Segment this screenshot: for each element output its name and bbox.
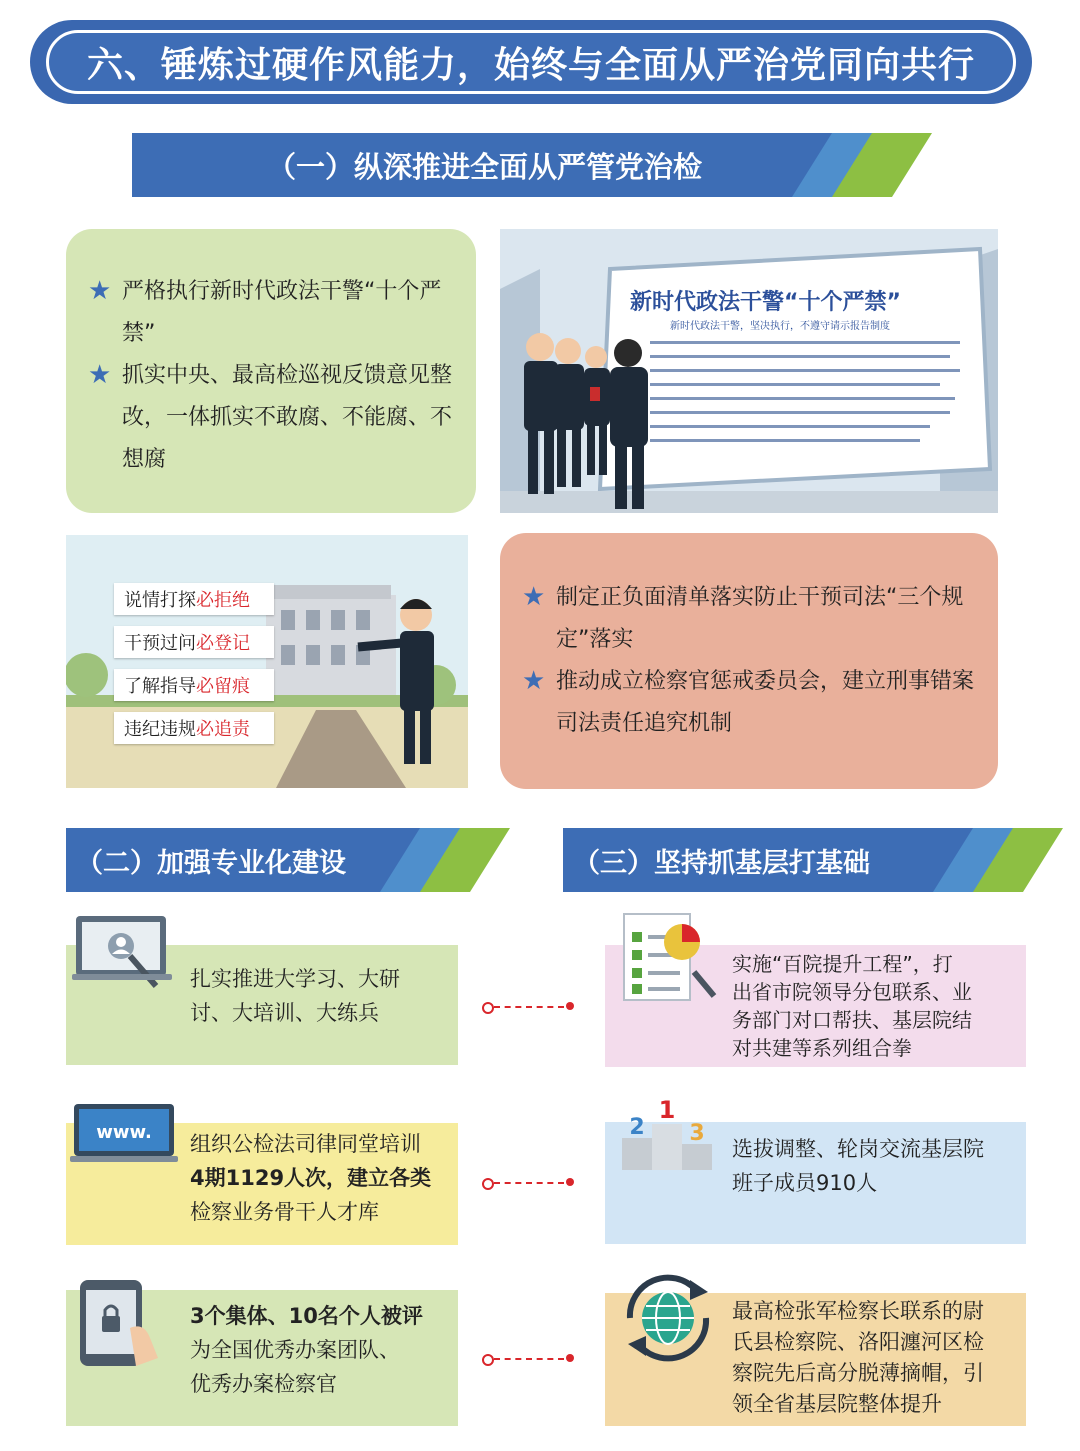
poverty-exit-text: 最高检张军检察长联系的尉 氏县检察院、洛阳瀍河区检 察院先后高分脱薄摘帽，引 领全省基层院整体提升 — [732, 1299, 984, 1416]
board-title: 新时代政法干警“十个严禁” — [630, 290, 901, 315]
globe-cycle-icon — [618, 1272, 718, 1364]
hundred-courts-text: 实施“百院提升工程”，打 出省市院领导分包联系、业 务部门对口帮扶、基层院结 对共建等系列组合拳 — [732, 952, 972, 1060]
bullet-item: ★ 抓实中央、最高检巡视反馈意见整改，一体抓实不敢腐、不能腐、不想腐 — [88, 355, 458, 481]
checklist-chart-icon — [620, 912, 720, 1004]
section1-heading: （一）纵深推进全面从严管党治检 — [267, 149, 703, 184]
board-illustration — [500, 229, 998, 513]
star-icon: ★ — [522, 666, 546, 696]
sign-item: 说情打探 必拒绝 — [114, 583, 274, 615]
bullet-item: ★ 制定正负面清单落实防止干预司法“三个规定”落实 — [522, 577, 982, 661]
title-frame — [46, 30, 1016, 94]
star-icon: ★ — [522, 582, 546, 612]
connector-dot — [482, 1354, 494, 1366]
bullet-item: ★ 严格执行新时代政法干警“十个严禁” — [88, 271, 458, 355]
star-icon: ★ — [88, 360, 112, 390]
training-text: 组织公检法司律同堂培训 4期1129人次，建立各类 检察业务骨干人才库 — [190, 1132, 432, 1224]
section3-heading: （三）坚持抓基层打基础 — [573, 847, 870, 879]
anti-interference-box — [500, 533, 998, 789]
study-text: 扎实推进大学习、大研 讨、大培训、大练兵 — [190, 967, 400, 1025]
sign-item: 干预过问 必登记 — [114, 626, 274, 658]
section3-banner — [563, 828, 1063, 892]
podium-icon — [612, 1094, 722, 1174]
rules-illustration — [66, 535, 468, 788]
section1-banner — [132, 133, 932, 197]
section2-banner — [66, 828, 510, 892]
board-subtitle: 新时代政法干警，坚决执行，不遵守请示报告制度 — [670, 321, 890, 332]
podium-3-label: 3 — [689, 1121, 705, 1146]
connector-line — [494, 1182, 564, 1184]
www-label: www. — [96, 1122, 152, 1143]
board-scene — [500, 229, 998, 513]
bullet-item: ★ 推动成立检察官惩戒委员会，建立刑事错案司法责任追究机制 — [522, 661, 982, 745]
star-icon: ★ — [88, 276, 112, 306]
sign-item: 违纪违规 必追责 — [114, 712, 274, 744]
connector-dot — [566, 1354, 574, 1362]
connector-dot — [566, 1002, 574, 1010]
connector-dot — [566, 1178, 574, 1186]
www-laptop-icon — [70, 1100, 184, 1170]
page-title: 六、锤炼过硬作风能力，始终与全面从严治党同向共行 — [86, 44, 975, 86]
tablet-lock-icon — [74, 1278, 164, 1370]
sign-item: 了解指导 必留痕 — [114, 669, 274, 701]
section2-heading: （二）加强专业化建设 — [76, 847, 346, 879]
connector-dot — [482, 1178, 494, 1190]
podium-2-label: 2 — [629, 1115, 645, 1140]
connector-dot — [482, 1002, 494, 1014]
connector-line — [494, 1358, 564, 1360]
strict-discipline-box — [66, 229, 476, 513]
podium-1-label: 1 — [658, 1096, 676, 1124]
staff-rotation-text: 选拔调整、轮岗交流基层院 班子成员910人 — [732, 1137, 984, 1195]
honor-text: 3个集体、10名个人被评 为全国优秀办案团队、 优秀办案检察官 — [190, 1304, 423, 1396]
laptop-user-icon — [72, 912, 182, 992]
connector-line — [494, 1006, 564, 1008]
street-scene — [66, 535, 468, 788]
